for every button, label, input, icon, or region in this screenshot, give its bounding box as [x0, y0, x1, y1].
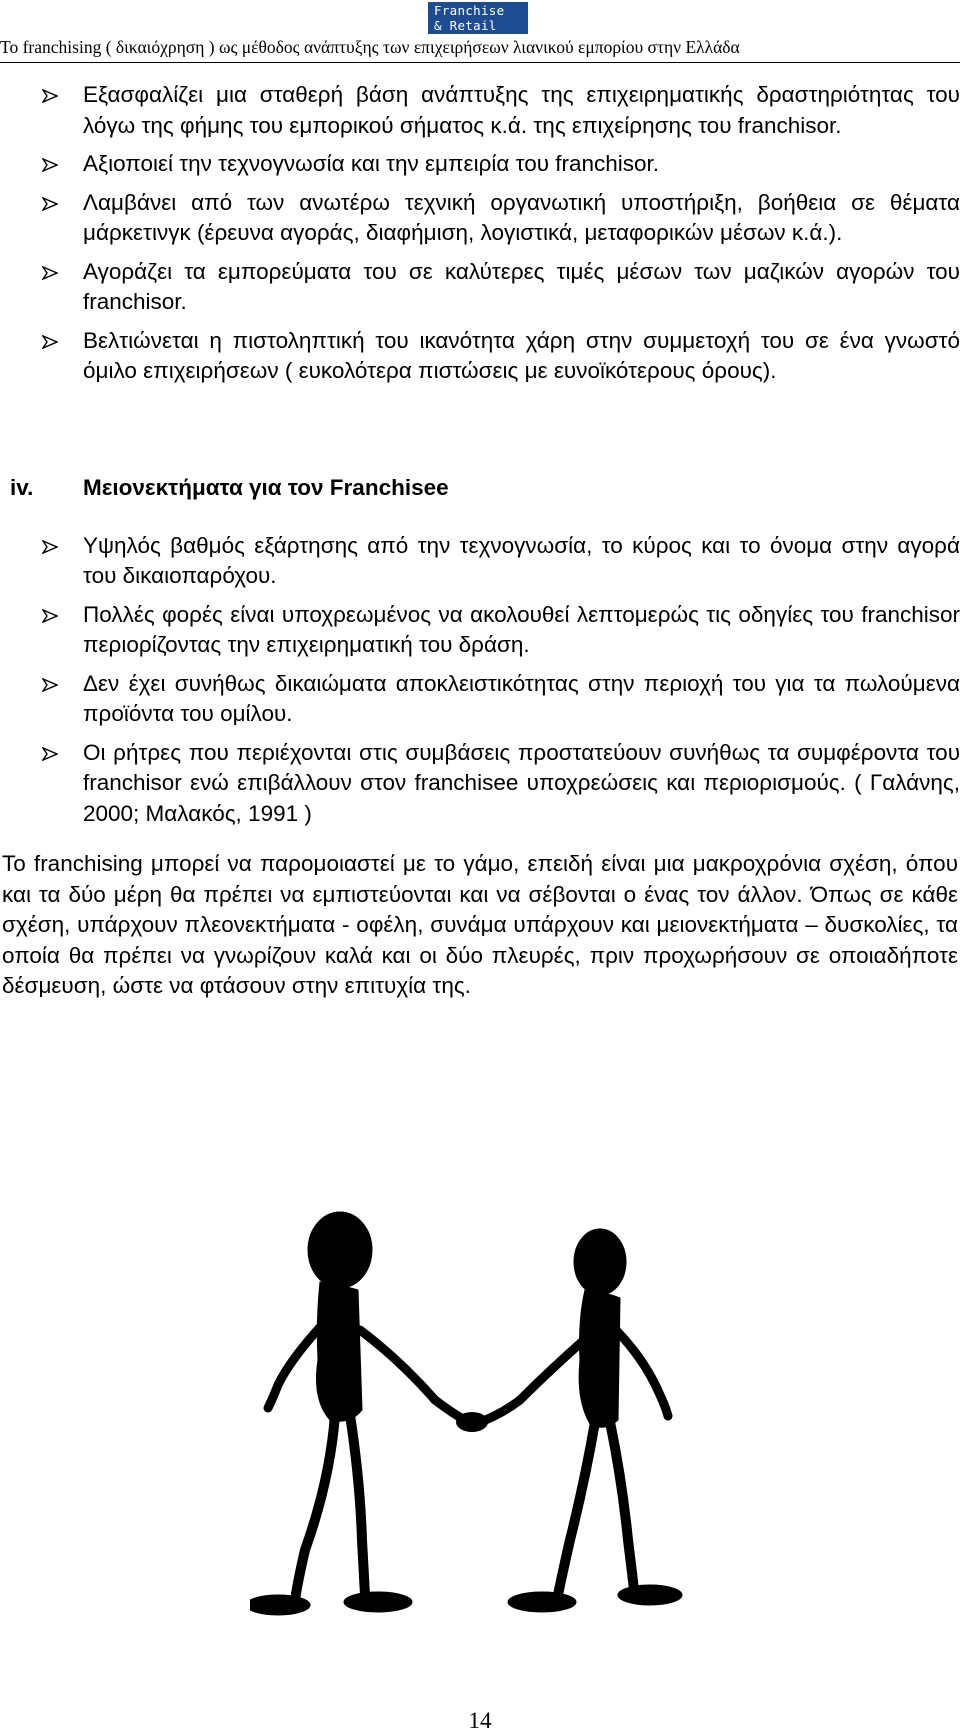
arrowhead-bullet-icon [42, 335, 58, 349]
list-item-text: Πολλές φορές είναι υποχρεωμένος να ακολουθεί λεπτομερώς τις οδηγίες του franchisor περιορίζοντας την επιχειρηματική του δράση. [83, 601, 960, 657]
header-divider [0, 62, 960, 63]
right-figure [480, 1229, 682, 1612]
list-item-text: Οι ρήτρες που περιέχονται στις συμβάσεις προστατεύουν συνήθως τα συμφέροντα του franchisor ενώ επιβάλλουν στον franchisee υποχρεώσεις και περιορισμούς. ( Γαλάνης, 2000; Μαλακός, 1991 ) [83, 739, 960, 826]
list-item [0, 257, 960, 318]
list-item-text: Εξασφαλίζει μια σταθερή βάση ανάπτυξης της επιχειρηματικής δραστηριότητας του λόγω της φήμης του εμπορικού σήματος κ.ά. της επιχείρησης του franchisor. [83, 82, 960, 138]
advantages-list [0, 80, 960, 387]
list-item-text: Υψηλός βαθμός εξάρτησης από την τεχνογνωσία, το κύρος και το όνομα στην αγορά του δικαιοπαρόχου. [83, 532, 960, 588]
list-item [0, 326, 960, 387]
list-item-text: Βελτιώνεται η πιστοληπτική του ικανότητα χάρη στην συμμετοχή του σε ένα γνωστό όμιλο επιχειρήσεων ( ευκολότερα πιστώσεις με ευνοϊκότερους όρους). [83, 327, 960, 383]
list-item [0, 80, 960, 141]
document-body [0, 80, 960, 1002]
list-item [0, 531, 960, 592]
logo-line-2: & Retail [434, 18, 497, 33]
section-number: iv. [10, 474, 34, 500]
list-item [0, 149, 960, 180]
handshake-figures-icon [250, 1210, 690, 1630]
list-item-text: Αξιοποιεί την τεχνογνωσία και την εμπειρία του franchisor. [83, 151, 660, 176]
page-number: 14 [468, 1708, 492, 1733]
arrowhead-bullet-icon [42, 89, 58, 103]
list-item [0, 600, 960, 661]
logo-line-1: Franchise [434, 3, 505, 18]
list-item [0, 738, 960, 830]
arrowhead-bullet-icon [42, 266, 58, 280]
running-header: To franchising ( δικαιόχρηση ) ως μέθοδος ανάπτυξης των επιχειρήσεων λιανικού εμπορίου στην Ελλάδα [0, 37, 740, 57]
body-paragraph: Το franchising μπορεί να παρομοιαστεί με το γάμο, επειδή είναι μια μακροχρόνια σχέση, όπου και τα δύο μέρη θα πρέπει να εμπιστεύονται και να σέβονται ο ένας τον άλλον. Όπως σε κάθε σχέση, υπάρχουν πλεονεκτήματα - οφέλη, συνάμα υπάρχουν και μειονεκτήματα – δυσκολίες, τα οποία θα πρέπει να γνωρίζουν καλά και οι δύο πλευρές, πριν προχωρήσουν σε οποιαδήποτε δέσμευση, ώστε να φτάσουν στην επιτυχία της. [2, 851, 958, 998]
arrowhead-bullet-icon [42, 197, 58, 211]
section-heading [0, 473, 960, 505]
arrowhead-bullet-icon [42, 158, 58, 172]
franchise-retail-logo [428, 2, 528, 34]
arrowhead-bullet-icon [42, 678, 58, 692]
arrowhead-bullet-icon [42, 540, 58, 554]
clasped-hands [456, 1412, 488, 1432]
list-item [0, 669, 960, 730]
arrowhead-bullet-icon [42, 747, 58, 761]
list-item-text: Αγοράζει τα εμπορεύματα του σε καλύτερες τιμές μέσων των μαζικών αγορών του franchisor. [83, 258, 960, 314]
list-item-text: Λαμβάνει από των ανωτέρω τεχνική οργανωτική υποστήριξη, βοήθεια σε θέματα μάρκετινγκ (έρευνα αγοράς, διαφήμιση, λογιστικά, μεταφορικών μέσων κ.ά.). [83, 189, 960, 245]
left-figure [250, 1212, 465, 1615]
arrowhead-bullet-icon [42, 609, 58, 623]
list-item [0, 188, 960, 249]
list-item-text: Δεν έχει συνήθως δικαιώματα αποκλειστικότητας στην περιοχή του για τα πωλούμενα προϊόντα του ομίλου. [83, 670, 960, 726]
disadvantages-list [0, 531, 960, 830]
section-title: Μειονεκτήματα για τον Franchisee [83, 474, 449, 500]
